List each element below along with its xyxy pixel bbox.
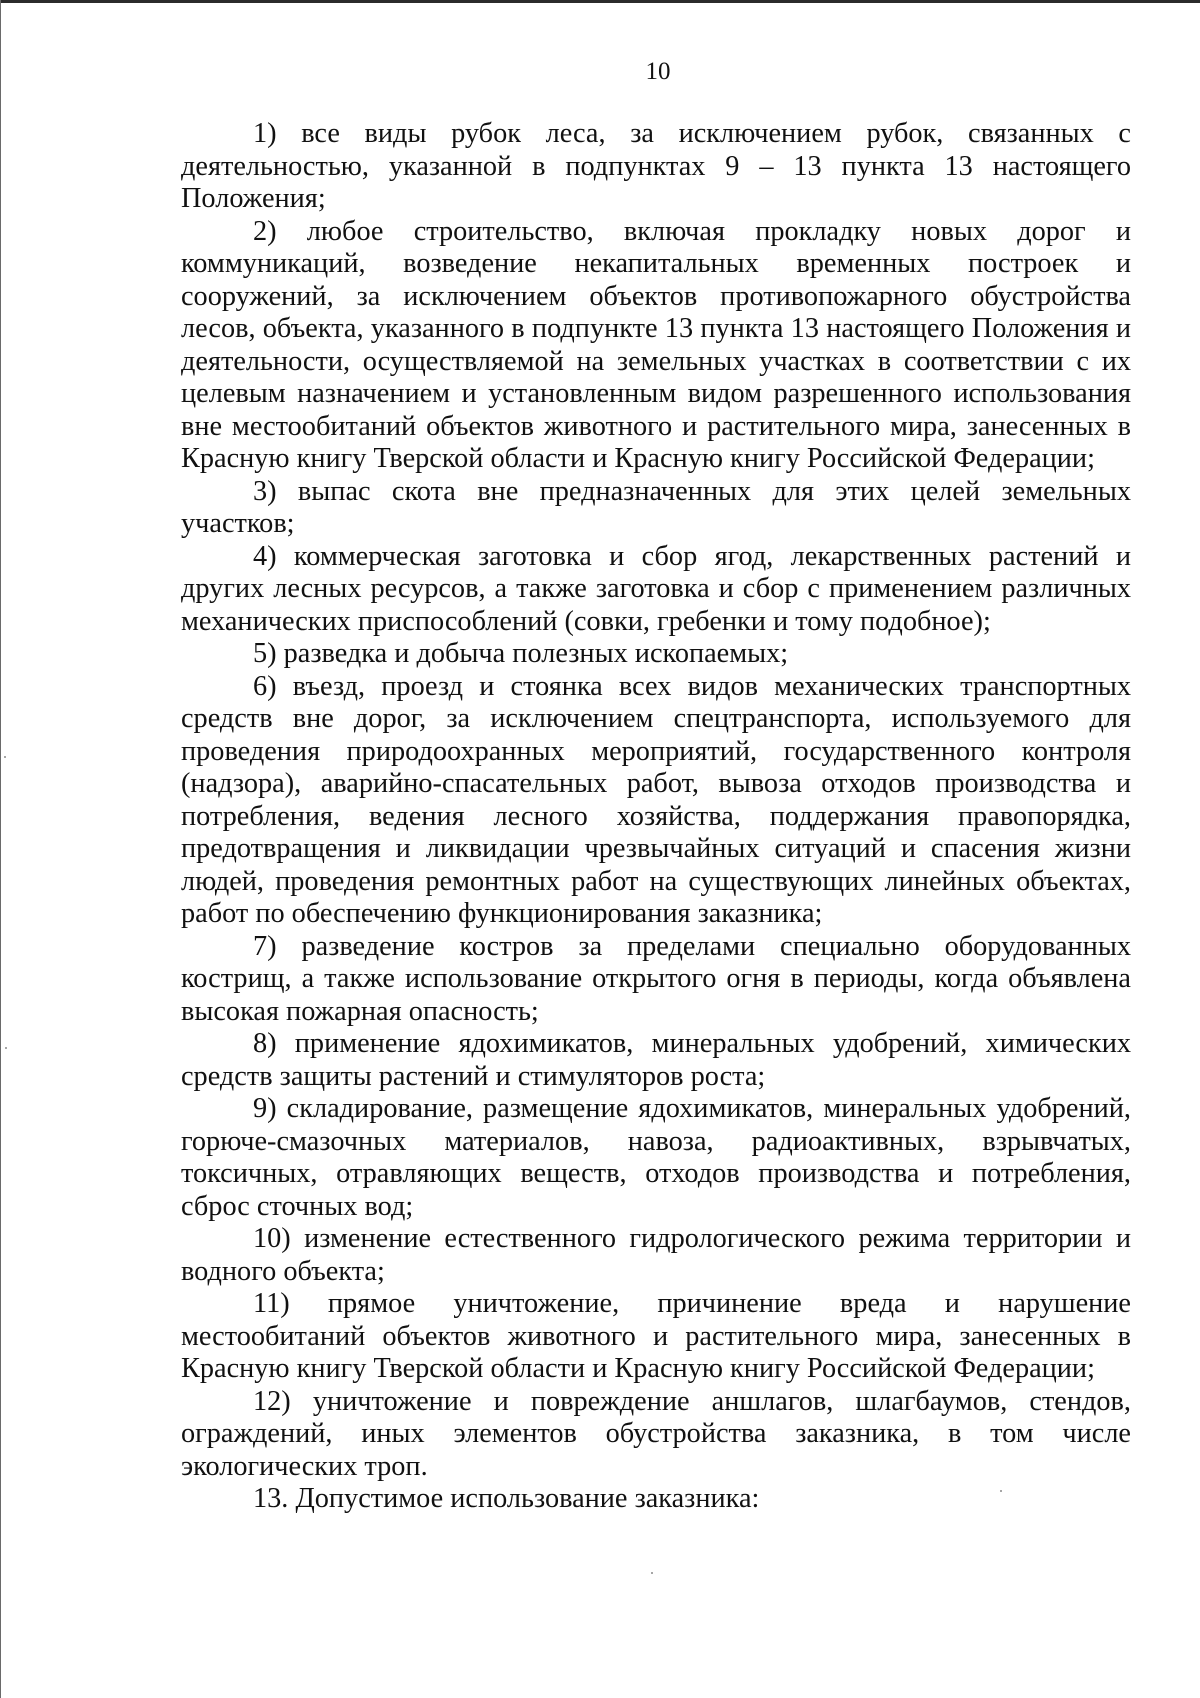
list-item: 5) разведка и добыча полезных ископаемых; — [253, 638, 789, 669]
list-item: 3) выпас скота вне предназначенных для этих целей земельных участков; — [181, 475, 1131, 539]
section-heading: 13. Допустимое использование заказника: — [253, 1483, 760, 1514]
list-item: 2) любое строительство, включая прокладку новых дорог и коммуникаций, возведение некапитальных временных построек и сооружений, за исключением объектов противопожарного обустройства лесов, объекта, указанного в подпункте 13 пункта 13 настоящего Положения и деятельности, осуществляемой на земельных участках в соответствии с их целевым назначением и установленным видом разрешенного использования вне местообитаний объектов животного и растительного мира, занесенных в Красную книгу Тверской области и Красную книгу Российской Федерации; — [181, 215, 1131, 474]
list-item: 6) въезд, проезд и стоянка всех видов механических транспортных средств вне дорог, за исключением спецтранспорта, используемого для проведения природоохранных мероприятий, государственного контроля (надзора), аварийно-спасательных работ, вывоза отходов производства и потребления, ведения лесного хозяйства, поддержания правопорядка, предотвращения и ликвидации чрезвычайных ситуаций и спасения жизни людей, проведения ремонтных работ на существующих линейных объектах, работ по обеспечению функционирования заказника; — [181, 670, 1131, 929]
scan-speck — [5, 1047, 7, 1049]
list-item: 10) изменение естественного гидрологического режима территории и водного объекта; — [181, 1223, 1131, 1287]
list-item: 9) складирование, размещение ядохимикатов, минеральных удобрений, горюче-смазочных материалов, навоза, радиоактивных, взрывчатых, токсичных, отравляющих веществ, отходов производства и потребления, сброс сточных вод; — [181, 1093, 1131, 1222]
scan-edge-top — [0, 0, 1200, 3]
scan-speck — [4, 756, 6, 758]
list-item: 4) коммерческая заготовка и сбор ягод, лекарственных растений и других лесных ресурсов, а также заготовка и сбор с применением различных механических приспособлений (совки, гребенки и тому подобное); — [181, 540, 1131, 637]
document-body — [181, 118, 1131, 1516]
list-item: 8) применение ядохимикатов, минеральных удобрений, химических средств защиты растений и стимуляторов роста; — [181, 1028, 1131, 1092]
list-item: 1) все виды рубок леса, за исключением рубок, связанных с деятельностью, указанной в подпунктах 9 – 13 пункта 13 настоящего Положения; — [181, 118, 1131, 214]
page-number: 10 — [645, 58, 671, 85]
list-item: 11) прямое уничтожение, причинение вреда и нарушение местообитаний объектов животного и растительного мира, занесенных в Красную книгу Тверской области и Красную книгу Российской Федерации; — [181, 1288, 1131, 1384]
scan-speck — [1000, 1490, 1002, 1492]
scan-edge-left — [0, 0, 1, 1698]
list-item: 7) разведение костров за пределами специально оборудованных кострищ, а также использование открытого огня в периоды, когда объявлена высокая пожарная опасность; — [181, 930, 1131, 1027]
list-item: 12) уничтожение и повреждение аншлагов, шлагбаумов, стендов, ограждений, иных элементов обустройства заказника, в том числе экологических троп. — [181, 1385, 1131, 1482]
scan-speck — [651, 1572, 653, 1574]
